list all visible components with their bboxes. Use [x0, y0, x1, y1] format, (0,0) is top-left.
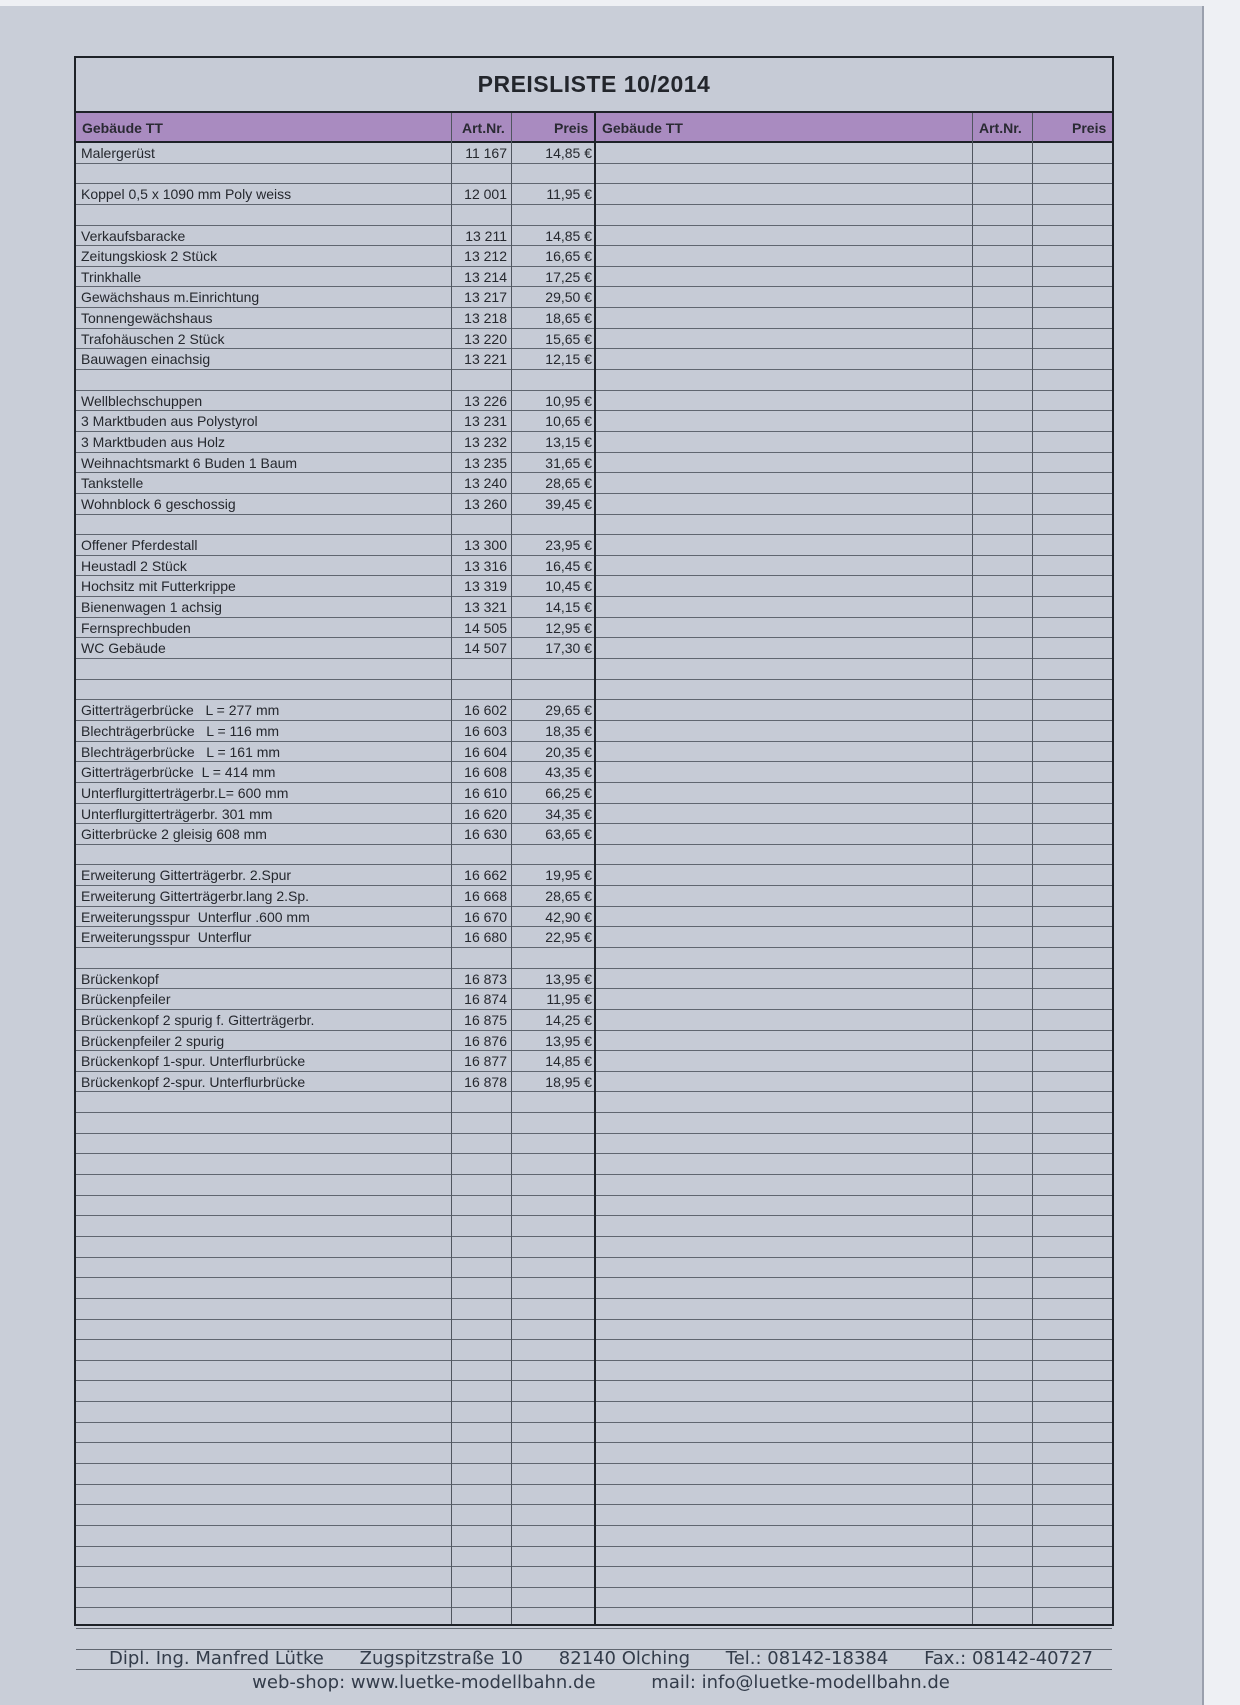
- cell-price: 18,95 €: [545, 1073, 592, 1090]
- cell-price: 18,35 €: [545, 722, 592, 739]
- cell-name: Bauwagen einachsig: [81, 351, 211, 368]
- cell-price: 66,25 €: [545, 784, 592, 801]
- cell-price: 29,50 €: [545, 289, 592, 306]
- cell-name: Tonnengewächshaus: [81, 310, 213, 327]
- cell-art: 16 875: [464, 1011, 507, 1028]
- cell-price: 63,65 €: [545, 826, 592, 843]
- cell-art: 16 604: [464, 743, 507, 760]
- cell-price: 14,85 €: [545, 145, 592, 161]
- cell-name: Verkaufsbaracke: [81, 227, 186, 244]
- cell-art: 13 300: [464, 537, 507, 554]
- cell-name: Fernsprechbuden: [81, 619, 191, 636]
- cell-price: 29,65 €: [545, 702, 592, 719]
- cell-price: 31,65 €: [545, 454, 592, 471]
- cell-price: 18,65 €: [545, 310, 592, 327]
- cell-name: Gitterträgerbrücke L = 277 mm: [81, 702, 280, 719]
- header-price-left: Preis: [554, 120, 589, 136]
- cell-price: 14,85 €: [545, 227, 592, 244]
- cell-name: Brückenkopf 1-spur. Unterflurbrücke: [81, 1053, 306, 1070]
- header-price-right: Preis: [1072, 120, 1107, 136]
- footer-city: 82140 Olching: [558, 1648, 691, 1669]
- cell-name: Hochsitz mit Futterkrippe: [81, 578, 236, 595]
- cell-name: Wohnblock 6 geschossig: [81, 495, 236, 512]
- cell-price: 10,45 €: [545, 578, 592, 595]
- cell-name: Weihnachtsmarkt 6 Buden 1 Baum: [81, 454, 298, 471]
- header-art-left: Art.Nr.: [462, 120, 505, 136]
- page-title: PREISLISTE 10/2014: [76, 58, 1112, 113]
- cell-art: 12 001: [464, 186, 507, 203]
- cell-art: 13 260: [464, 495, 507, 512]
- cell-name: 3 Marktbuden aus Polystyrol: [81, 413, 258, 430]
- cell-name: Erweiterungsspur Unterflur .600 mm: [81, 908, 310, 925]
- column-divider: [511, 113, 512, 1624]
- cell-price: 23,95 €: [545, 537, 592, 554]
- table-row: [76, 1629, 1112, 1650]
- footer-street: Zugspitzstraße 10: [359, 1648, 524, 1669]
- cell-price: 22,95 €: [545, 929, 592, 946]
- cell-price: 13,95 €: [545, 1032, 592, 1049]
- column-divider: [451, 113, 452, 1624]
- cell-art: 13 221: [464, 351, 507, 368]
- cell-name: Bienenwagen 1 achsig: [81, 599, 222, 616]
- cell-art: 13 211: [465, 227, 507, 244]
- cell-art: 13 217: [464, 289, 507, 306]
- cell-name: Zeitungskiosk 2 Stück: [81, 248, 218, 265]
- footer-mail: mail: info@luetke-modellbahn.de: [651, 1672, 950, 1693]
- cell-price: 42,90 €: [545, 908, 592, 925]
- cell-price: 14,15 €: [545, 599, 592, 616]
- cell-name: Gewächshaus m.Einrichtung: [81, 289, 260, 306]
- footer-fax: Fax.: 08142-40727: [924, 1648, 1093, 1669]
- cell-art: 16 874: [464, 991, 507, 1008]
- cell-name: Offener Pferdestall: [81, 537, 198, 554]
- cell-name: Brückenkopf: [81, 970, 159, 987]
- cell-art: 16 662: [464, 867, 507, 884]
- cell-price: 10,65 €: [545, 413, 592, 430]
- column-divider: [972, 113, 973, 1624]
- cell-name: Blechträgerbrücke L = 116 mm: [81, 722, 280, 739]
- cell-art: 16 680: [464, 929, 507, 946]
- cell-price: 13,95 €: [545, 970, 592, 987]
- cell-art: 16 670: [464, 908, 507, 925]
- cell-price: 14,85 €: [545, 1053, 592, 1070]
- cell-art: 16 610: [464, 784, 507, 801]
- cell-name: Brückenpfeiler: [81, 991, 171, 1008]
- cell-price: 15,65 €: [545, 330, 592, 347]
- cell-art: 16 877: [464, 1053, 507, 1070]
- cell-name: Blechträgerbrücke L = 161 mm: [81, 743, 281, 760]
- cell-price: 12,15 €: [545, 351, 592, 368]
- header-category-left: Gebäude TT: [82, 120, 163, 136]
- cell-name: Brückenkopf 2-spur. Unterflurbrücke: [81, 1073, 306, 1090]
- cell-name: Unterflurgitterträgerbr.L= 600 mm: [81, 784, 289, 801]
- column-divider: [1032, 113, 1033, 1624]
- cell-price: 20,35 €: [545, 743, 592, 760]
- cell-price: 14,25 €: [545, 1011, 592, 1028]
- cell-price: 39,45 €: [545, 495, 592, 512]
- cell-price: 12,95 €: [545, 619, 592, 636]
- cell-art: 13 214: [464, 268, 507, 285]
- cell-name: Unterflurgitterträgerbr. 301 mm: [81, 805, 273, 822]
- cell-art: 16 878: [464, 1073, 507, 1090]
- cell-price: 11,95 €: [546, 186, 592, 203]
- footer-tel: Tel.: 08142-18384: [725, 1648, 889, 1669]
- footer-web: web-shop: www.luetke-modellbahn.de: [252, 1672, 596, 1693]
- cell-art: 13 232: [464, 433, 507, 450]
- cell-price: 34,35 €: [545, 805, 592, 822]
- cell-price: 16,45 €: [545, 557, 592, 574]
- cell-name: Erweiterung Gitterträgerbr. 2.Spur: [81, 867, 292, 884]
- cell-name: Brückenkopf 2 spurig f. Gitterträgerbr.: [81, 1011, 315, 1028]
- cell-name: Wellblechschuppen: [81, 392, 203, 409]
- cell-art: 13 235: [464, 454, 507, 471]
- cell-price: 13,15 €: [545, 433, 592, 450]
- cell-name: 3 Marktbuden aus Holz: [81, 433, 225, 450]
- cell-art: 16 876: [464, 1032, 507, 1049]
- cell-price: 16,65 €: [545, 248, 592, 265]
- cell-art: 13 319: [464, 578, 507, 595]
- cell-name: Malergerüst: [81, 145, 155, 161]
- price-list-sheet: [74, 56, 1114, 1626]
- cell-art: 13 212: [464, 248, 507, 265]
- cell-art: 13 231: [464, 413, 507, 430]
- cell-name: Erweiterungsspur Unterflur: [81, 929, 252, 946]
- header-art-right: Art.Nr.: [979, 120, 1022, 136]
- cell-art: 13 321: [464, 599, 507, 616]
- cell-price: 11,95 €: [546, 991, 592, 1008]
- cell-price: 19,95 €: [545, 867, 592, 884]
- cell-name: Gitterträgerbrücke L = 414 mm: [81, 764, 276, 781]
- cell-art: 14 507: [464, 640, 507, 657]
- cell-art: 13 226: [464, 392, 507, 409]
- cell-name: Brückenpfeiler 2 spurig: [81, 1032, 225, 1049]
- cell-name: Trafohäuschen 2 Stück: [81, 330, 225, 347]
- cell-art: 13 240: [464, 475, 507, 492]
- cell-art: 16 608: [464, 764, 507, 781]
- cell-art: 16 602: [464, 702, 507, 719]
- cell-art: 16 873: [464, 970, 507, 987]
- cell-art: 16 630: [464, 826, 507, 843]
- cell-name: WC Gebäude: [81, 640, 166, 657]
- cell-art: 11 167: [465, 145, 507, 161]
- cell-name: Heustadl 2 Stück: [81, 557, 187, 574]
- cell-art: 16 668: [464, 888, 507, 905]
- cell-art: 16 603: [464, 722, 507, 739]
- footer-contact: [0, 1672, 1202, 1693]
- cell-name: Erweiterung Gitterträgerbr.lang 2.Sp.: [81, 888, 310, 905]
- cell-price: 17,30 €: [545, 640, 592, 657]
- cell-art: 14 505: [464, 619, 507, 636]
- cell-art: 13 316: [464, 557, 507, 574]
- cell-art: 13 218: [464, 310, 507, 327]
- cell-name: Koppel 0,5 x 1090 mm Poly weiss: [81, 186, 292, 203]
- column-divider-center: [594, 113, 596, 1624]
- scanned-page: [0, 6, 1204, 1705]
- header-category-right: Gebäude TT: [602, 120, 683, 136]
- cell-price: 17,25 €: [545, 268, 592, 285]
- cell-price: 28,65 €: [545, 475, 592, 492]
- cell-art: 16 620: [464, 805, 507, 822]
- cell-art: 13 220: [464, 330, 507, 347]
- cell-name: Trinkhalle: [81, 268, 142, 285]
- footer-address: [0, 1648, 1202, 1669]
- cell-name: Tankstelle: [81, 475, 144, 492]
- footer-name: Dipl. Ing. Manfred Lütke: [109, 1648, 324, 1669]
- cell-price: 43,35 €: [545, 764, 592, 781]
- cell-price: 10,95 €: [545, 392, 592, 409]
- cell-price: 28,65 €: [545, 888, 592, 905]
- cell-name: Gitterbrücke 2 gleisig 608 mm: [81, 826, 267, 843]
